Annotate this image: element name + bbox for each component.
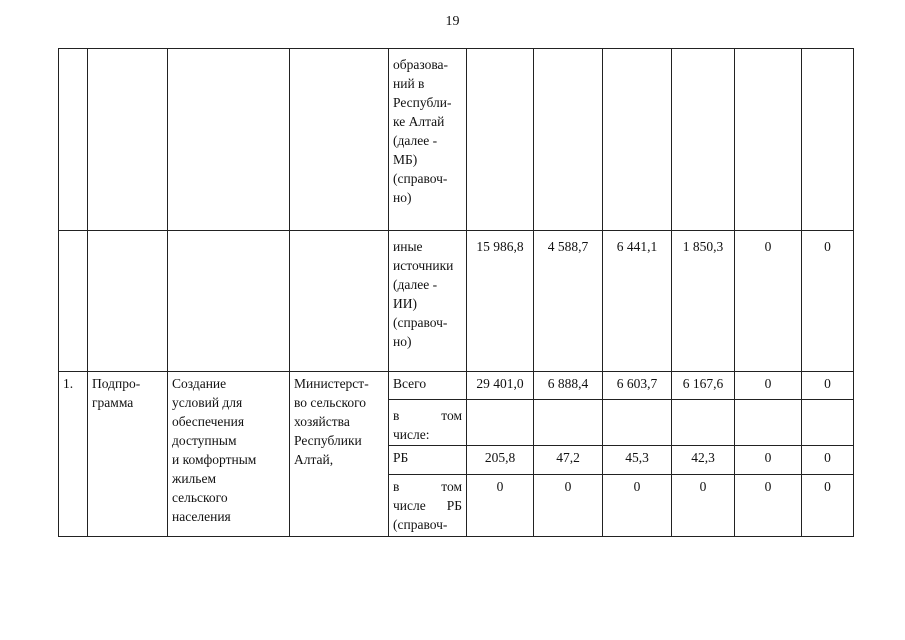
value-cell: 0 [735, 231, 802, 372]
value-cell [802, 49, 854, 231]
value-cell: 15 986,8 [467, 231, 534, 372]
name-cell [168, 231, 290, 372]
value-cell [672, 49, 735, 231]
value-cell [735, 400, 802, 446]
value-cell: 47,2 [534, 446, 603, 475]
value-cell [467, 400, 534, 446]
name-cell [168, 49, 290, 231]
value-cell [534, 49, 603, 231]
type-cell [88, 231, 168, 372]
program-name: Создание условий для обеспечения доступным и комфортным жильем сельского населения [168, 372, 290, 537]
program-type: Подпро- грамма [88, 372, 168, 537]
value-cell: 0 [735, 475, 802, 537]
executor-cell [290, 231, 389, 372]
value-cell [735, 49, 802, 231]
source-cell: в том числе: [389, 400, 467, 446]
value-cell: 0 [603, 475, 672, 537]
value-cell: 1 850,3 [672, 231, 735, 372]
program-executor: Министерст- во сельского хозяйства Республики Алтай, [290, 372, 389, 537]
table-row [59, 372, 854, 400]
value-cell: 0 [802, 372, 854, 400]
table-row [59, 49, 854, 231]
number-cell [59, 231, 88, 372]
value-cell: 4 588,7 [534, 231, 603, 372]
source-cell: Всего [389, 372, 467, 400]
value-cell: 29 401,0 [467, 372, 534, 400]
value-cell: 0 [467, 475, 534, 537]
value-cell: 6 888,4 [534, 372, 603, 400]
value-cell: 0 [802, 475, 854, 537]
value-cell: 0 [802, 231, 854, 372]
source-cell: иные источники (далее - ИИ) (справоч- но) [389, 231, 467, 372]
value-cell [802, 400, 854, 446]
value-cell: 0 [672, 475, 735, 537]
type-cell [88, 49, 168, 231]
value-cell [603, 400, 672, 446]
value-cell: 6 603,7 [603, 372, 672, 400]
table-row [59, 231, 854, 372]
value-cell [672, 400, 735, 446]
source-cell: РБ [389, 446, 467, 475]
value-cell: 0 [735, 446, 802, 475]
page-number: 19 [445, 14, 460, 29]
program-number: 1. [59, 372, 88, 537]
value-cell: 6 167,6 [672, 372, 735, 400]
executor-cell [290, 49, 389, 231]
value-cell: 45,3 [603, 446, 672, 475]
value-cell [534, 400, 603, 446]
value-cell: 205,8 [467, 446, 534, 475]
number-cell [59, 49, 88, 231]
value-cell: 6 441,1 [603, 231, 672, 372]
program-funding-table [58, 48, 854, 537]
value-cell: 0 [802, 446, 854, 475]
value-cell: 0 [534, 475, 603, 537]
value-cell: 0 [735, 372, 802, 400]
value-cell [603, 49, 672, 231]
source-cell: в том числе РБ (справоч- [389, 475, 467, 537]
value-cell: 42,3 [672, 446, 735, 475]
value-cell [467, 49, 534, 231]
source-cell: образова- ний в Республи- ке Алтай (далее - МБ) (справоч- но) [389, 49, 467, 231]
